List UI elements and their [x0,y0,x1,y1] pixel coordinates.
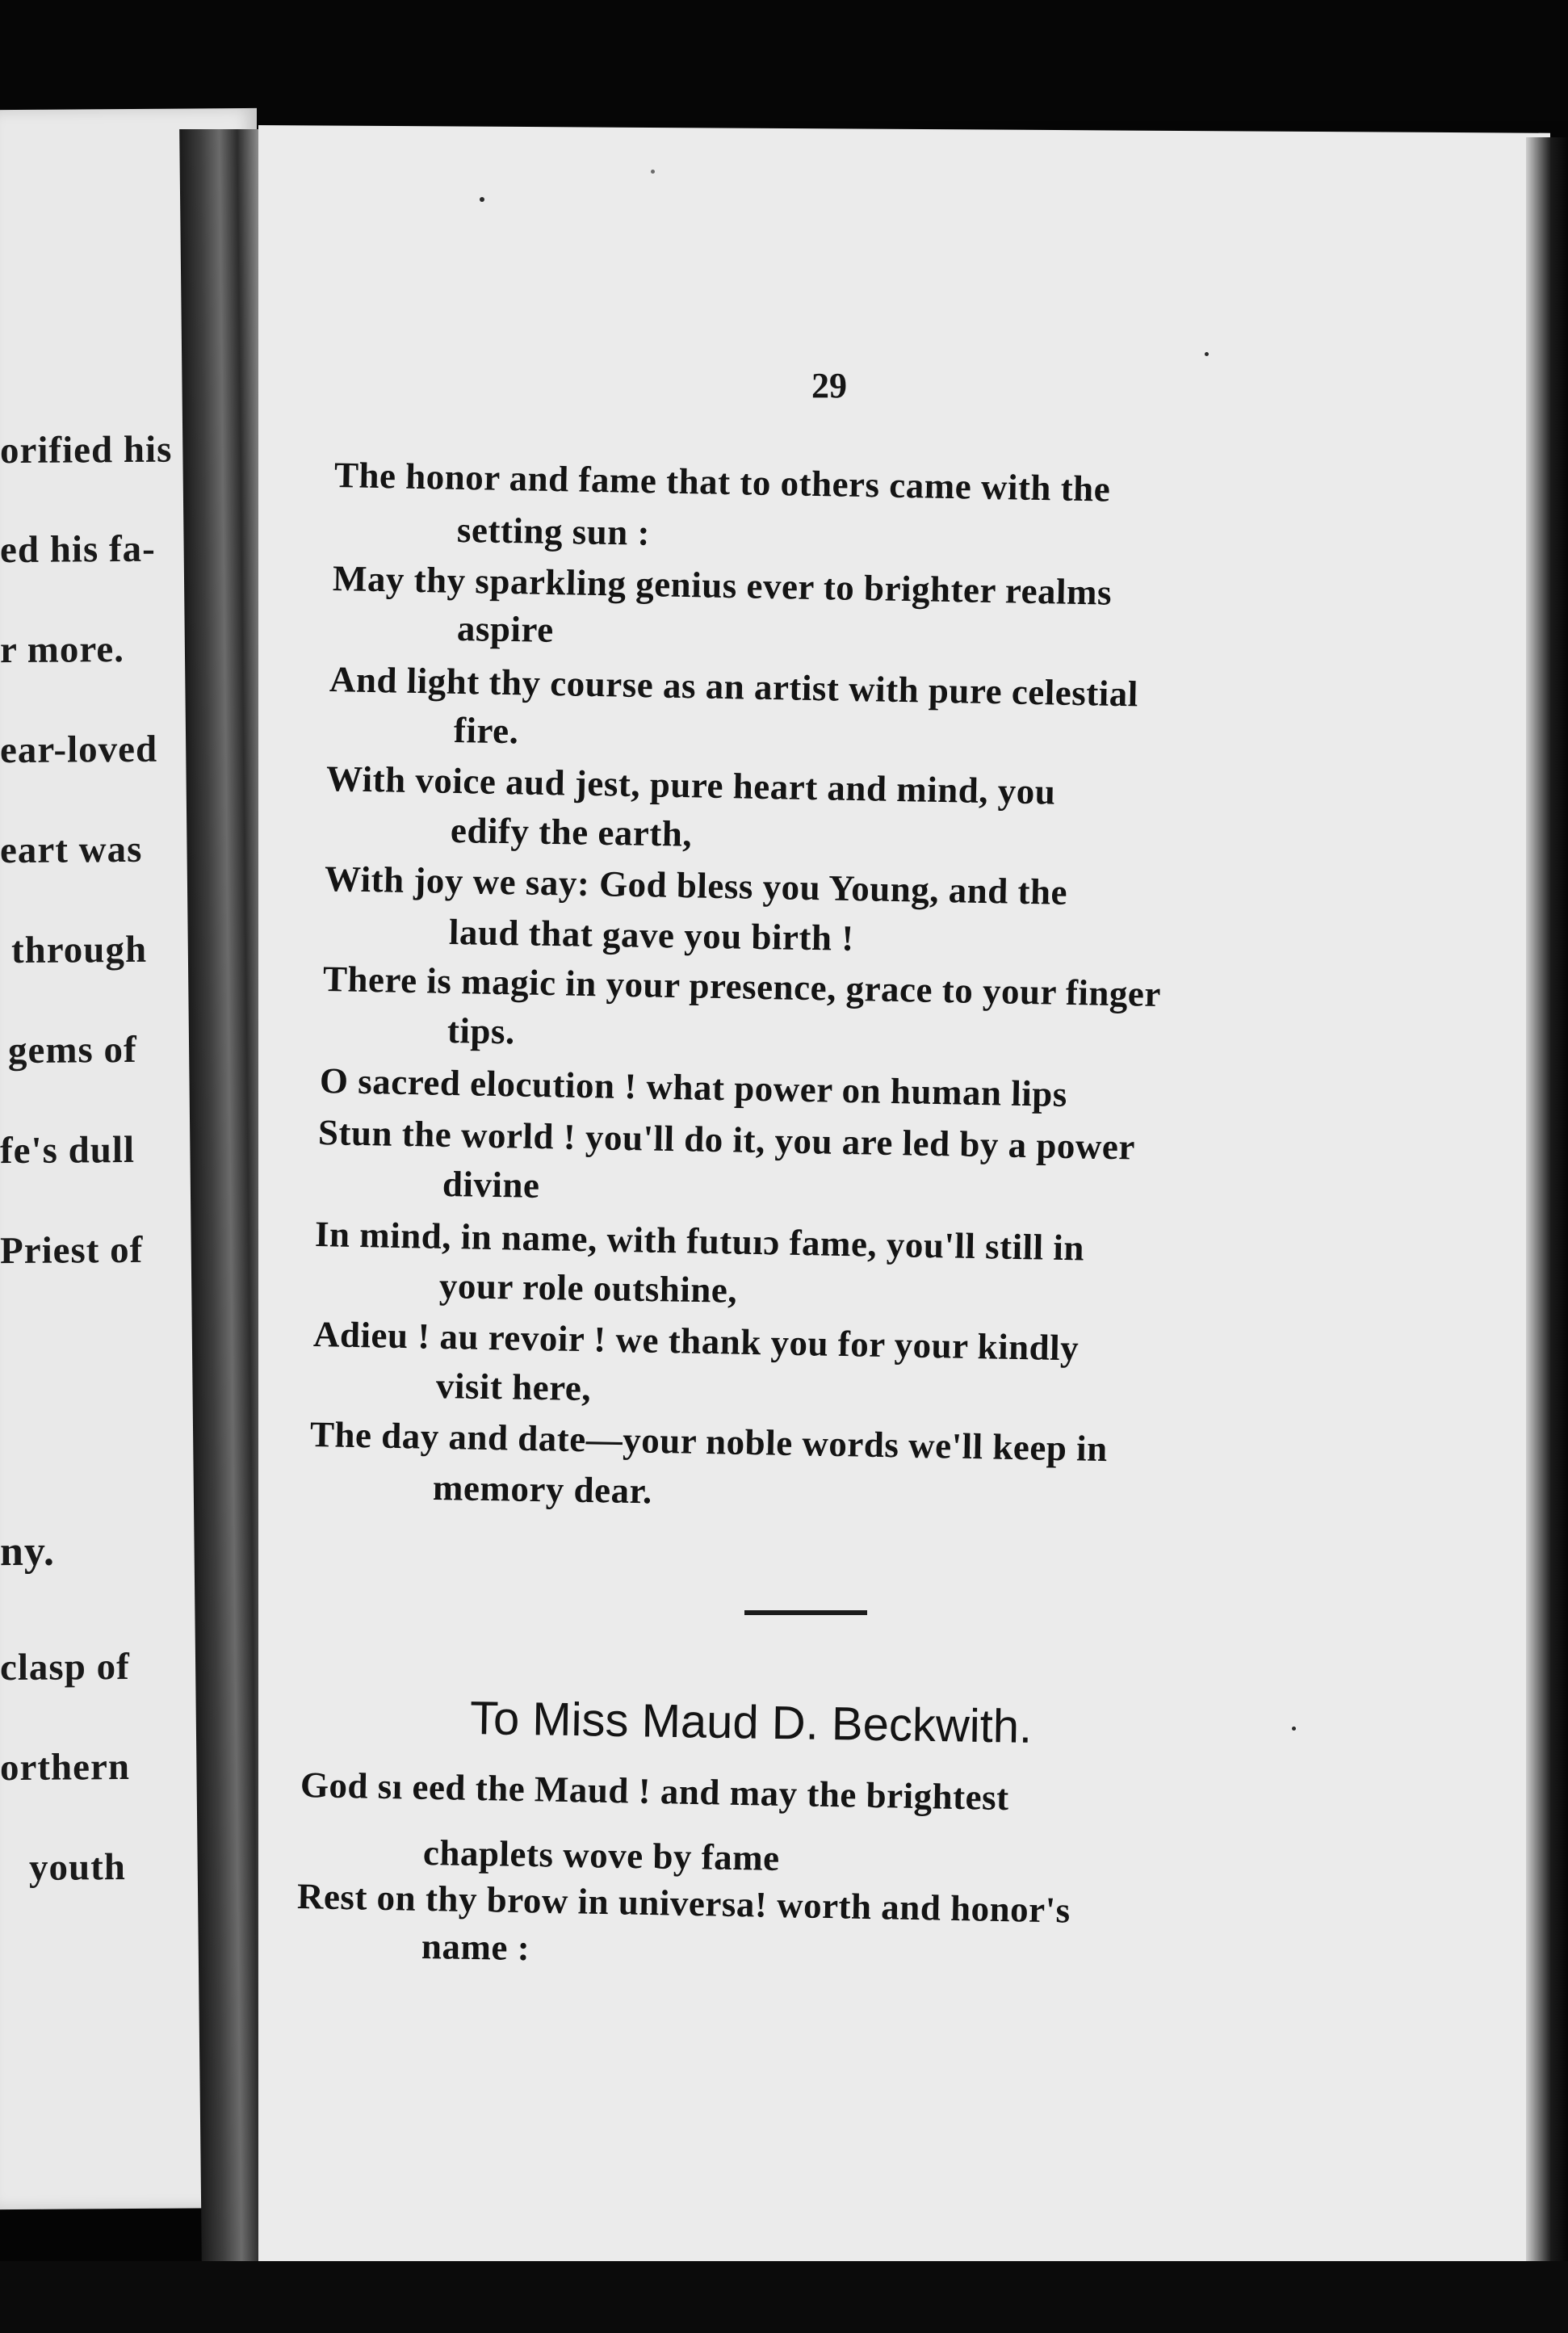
section-title: To Miss Maud D. Beckwith. [469,1692,1033,1753]
left-page-line: r more. [0,628,125,672]
left-page-line: youth [29,1846,126,1889]
poem-line: divine [442,1164,540,1206]
left-page-line: ear-loved [0,728,158,772]
poem-line: memory dear. [432,1467,653,1512]
poem-line: name : [421,1926,530,1969]
poem-line: visit here, [435,1366,592,1409]
left-page-line: Priest of [0,1228,144,1273]
left-page-line: gems of [8,1028,137,1072]
left-page-line: orthern [0,1745,131,1790]
print-speck [1292,1727,1296,1731]
poem-line: In mind, in name, with futuıɔ fame, you'll still in [314,1214,1085,1269]
poem-line: edify the earth, [450,810,693,854]
print-speck [480,197,484,202]
left-page-line: ed his fa- [0,527,156,572]
poem-line: tips. [447,1010,516,1052]
poem-line: chaplets wove by fame [422,1832,781,1878]
print-speck [1205,352,1209,356]
page-number: 29 [811,366,847,405]
print-speck [651,170,655,174]
left-page-line: fe's dull [0,1128,136,1173]
poem-line: Adieu ! au revoir ! we thank you for your kindly [312,1314,1080,1369]
poem-line: There is magic in your presence, grace to your finger [322,959,1162,1015]
left-page-line: eart was [0,828,143,872]
left-page-heading: ny. [0,1528,56,1576]
poem-line: O sacred elocution ! what power on human lips [319,1060,1068,1114]
poem-line: Stun the world ! you'll do it, you are led by a power [317,1112,1136,1168]
poem-line: laud that gave you birth ! [448,912,855,959]
scan-background-bottom [0,2261,1568,2333]
poem-line: The day and date—your noble words we'll keep in [309,1414,1109,1470]
poem-line: The honor and fame that to others came with the [333,455,1111,510]
poem-line: With voice aud jest, pure heart and mind, you [325,758,1056,812]
scan-background-top [0,0,1568,121]
left-page-line: orified his [0,428,173,472]
poem-line: aspire [456,608,555,650]
poem-line: fire. [453,710,519,752]
left-page-line: through [11,928,148,972]
poem-line: And light thy course as an artist with pure celestial [329,659,1139,715]
poem-line: Rest on thy brow in universa! worth and honor's [296,1876,1071,1931]
right-page-edge [1526,137,1568,2333]
poem-line: May thy sparkling genius ever to brighter realms [332,558,1113,613]
left-page-line: clasp of [0,1645,130,1689]
poem-line: God sı eed the Maud ! and may the brightest [300,1764,1010,1819]
poem-line: your role outshine, [438,1265,738,1311]
poem-line: With joy we say: God bless you Young, and the [324,858,1068,913]
poem-line: setting sun : [456,510,651,553]
section-divider [744,1610,867,1615]
